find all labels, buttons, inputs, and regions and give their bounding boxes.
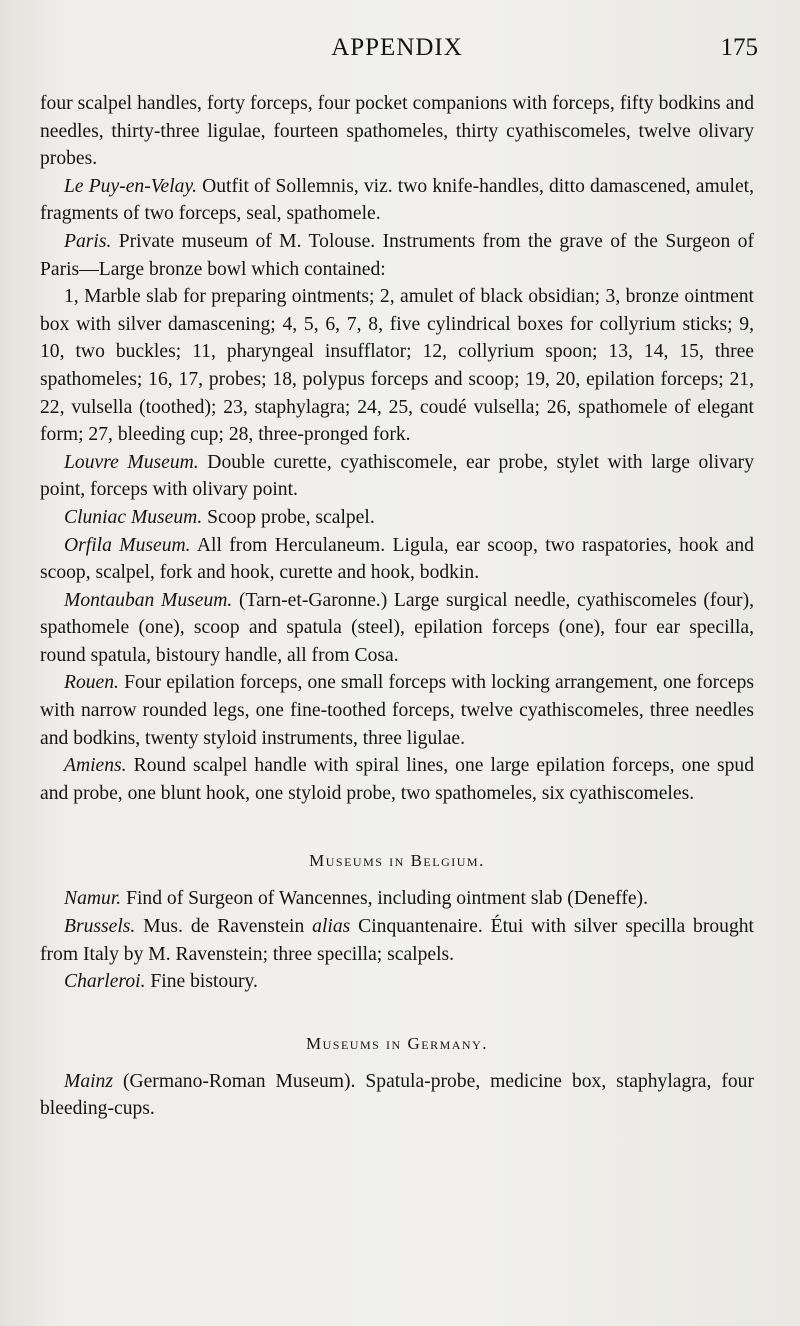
place-name: Namur. [64,888,122,910]
place-name: Brussels. [64,916,136,938]
entry-louvre [40,449,754,504]
place-name: Montauban Museum. [64,589,233,611]
entry-paris [40,228,754,283]
entry-namur [40,885,754,913]
entry-orfila [40,532,754,587]
entry-charleroi [40,968,754,996]
paris-list: 1, Marble slab for preparing ointments; 2, amulet of black obsidian; 3, bronze ointment box with silver damascening; 4, 5, 6, 7, 8, five cylindrical boxes for collyrium sticks; 9, 10, two buckles; 11, pharyngeal insufflator; 12, collyrium spoon; 13, 14, 15, three spathomeles; 16, 17, probes; 18, polypus forceps and scoop; 19, 20, epilation forceps; 21, 22, vulsella (toothed); 23, staphylagra; 24, 25, coudé vulsella; 26, spathomele of elegant form; 27, bleeding cup; 28, three-pronged fork. [40,286,754,446]
entry-text: Find of Surgeon of Wancennes, including ointment slab (Deneffe). [121,888,648,910]
entry-text: Fine bistoury. [145,971,258,993]
entry-mainz [40,1068,754,1123]
place-name: Cluniac Museum. [64,506,203,528]
entry-text: All from Herculaneum. Ligula, ear scoop, two raspatories, hook and scoop, scalpel, fork and hook, curette and hook, bodkin. [40,534,754,584]
entry-le-puy [40,173,754,228]
place-name: Amiens. [64,755,127,777]
entry-text: Four epilation forceps, one small forceps with locking arrangement, one forceps with narrow rounded legs, one fine-toothed forceps, twelve cyathiscomeles, three needles and bodkins, twenty styloid instruments, three ligulae. [40,672,754,749]
running-title: APPENDIX [331,34,463,61]
place-name: Le Puy-en-Velay. [64,175,197,197]
entry-cluniac [40,504,754,532]
place-name: Louvre Museum. [64,451,199,473]
place-name: Charleroi. [64,971,146,993]
intro-paragraph: four scalpel handles, forty forceps, four pocket companions with forceps, fifty bodkins and needles, thirty-three ligulae, fourteen spathomeles, thirty cyathiscomeles, twelve olivary probes. [40,93,754,170]
entry-text: Round scalpel handle with spiral lines, one large epilation forceps, one spud and probe, one blunt hook, one styloid probe, two spathomeles, six cyathiscomeles. [40,755,754,804]
entry-text: (Germano-Roman Museum). Spatula-probe, medicine box, staphylagra, four bleeding-cups. [40,1070,754,1120]
alias-word: alias [312,916,351,938]
section-heading-germany: Museums in Germany. [306,1033,488,1053]
section-heading-belgium: Museums in Belgium. [309,851,485,871]
entry-text: Private museum of M. Tolouse. Instruments from the grave of the Surgeon of Paris—Large bronze bowl which contained: [40,230,754,280]
entry-text: Scoop probe, scalpel. [202,506,375,528]
entry-rouen [40,669,754,752]
place-name: Paris. [64,230,112,252]
place-name: Mainz [64,1070,113,1092]
entry-text: Outfit of Sollemnis, viz. two knife-handles, ditto damascened, amulet, fragments of two forceps, seal, spathomele. [40,175,754,225]
entry-brussels [40,913,754,968]
entry-text-2: Cinquantenaire. Étui with silver specilla brought from Italy by M. Ravenstein; three specilla; scalpels. [40,916,754,965]
entry-text: Double curette, cyathiscomele, ear probe, stylet with large olivary point, forceps with olivary point. [40,451,755,501]
entry-text: Mus. de Ravenstein [135,916,313,938]
entry-amiens [40,752,754,807]
entry-montauban [40,587,754,670]
place-name: Orfila Museum. [64,534,191,556]
place-name: Rouen. [64,672,119,694]
entry-text: (Tarn-et-Garonne.) Large surgical needle, cyathiscomeles (four), spathomele (one), scoop and spatula (steel), epilation forceps (one), four ear specilla, round spatula, bistoury handle, all from Cosa. [40,589,755,666]
page-number: 175 [720,34,758,61]
running-header [40,34,758,90]
